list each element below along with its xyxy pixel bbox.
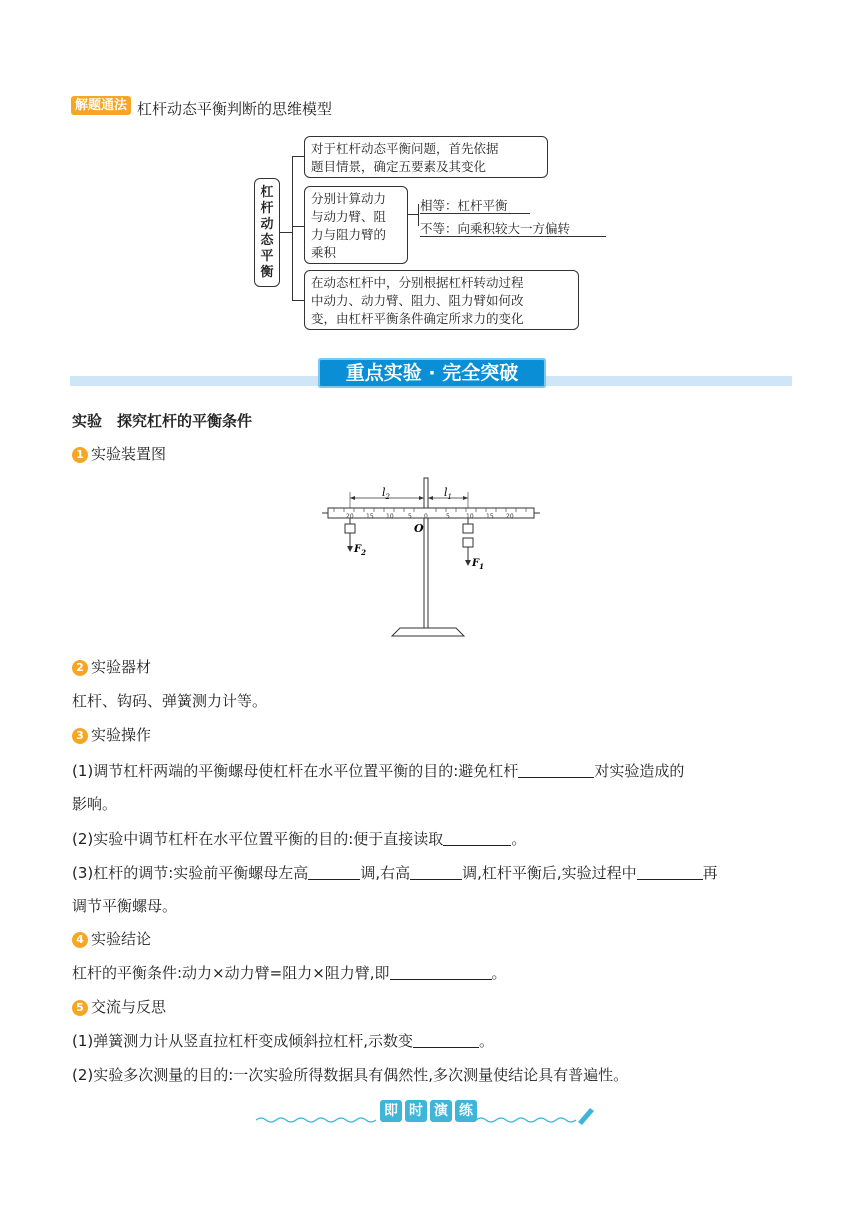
text: 对实验造成的 — [594, 762, 685, 780]
mindmap-box-2 — [304, 186, 408, 264]
section-3-p3-cont: 调节平衡螺母。 — [72, 897, 178, 915]
underline — [420, 213, 530, 214]
connector — [292, 156, 304, 157]
mindmap-root — [254, 178, 280, 287]
practice-char: 演 — [430, 1100, 452, 1122]
connector — [292, 300, 304, 301]
mindmap-text: 力与阻力臂的 — [311, 227, 387, 242]
mindmap-root-label: 杠杆动态平衡 — [260, 185, 274, 280]
section-title: 实验器材 — [91, 658, 152, 676]
practice-char: 练 — [455, 1100, 477, 1122]
section-5-heading — [72, 996, 166, 1017]
text: 。 — [511, 830, 527, 848]
section-3-p3 — [72, 862, 792, 883]
section-number: 5 — [72, 1000, 88, 1016]
text: 。 — [491, 964, 507, 982]
text: 调,右高 — [360, 864, 411, 882]
text: 杠杆的平衡条件:动力×动力臂=阻力×阻力臂,即 — [72, 964, 390, 982]
section-3-p1 — [72, 760, 792, 781]
right-weight — [463, 538, 473, 547]
label-F2: $F_2$ — [354, 544, 366, 557]
section-title: 实验结论 — [91, 930, 152, 948]
tick-label: 10 — [386, 513, 394, 520]
section-3-p2 — [72, 828, 792, 849]
answer-blank[interactable] — [637, 865, 703, 880]
section-number: 4 — [72, 932, 88, 948]
mindmap-text: 乘积 — [311, 245, 337, 260]
text: (3)杠杆的调节:实验前平衡螺母左高 — [72, 864, 309, 882]
mindmap-text: 分别计算动力 — [311, 191, 387, 206]
mindmap-box-1 — [304, 136, 548, 178]
answer-blank[interactable] — [518, 763, 594, 778]
text: (2)实验中调节杠杆在水平位置平衡的目的:便于直接读取 — [72, 830, 444, 848]
section-number: 3 — [72, 728, 88, 744]
label-F1: $F_1$ — [472, 558, 484, 571]
section-4-body — [72, 962, 792, 983]
method-title: 杠杆动态平衡判断的思维模型 — [137, 100, 333, 118]
section-5-p1 — [72, 1030, 792, 1051]
tick-label: 20 — [506, 513, 514, 520]
section-number: 1 — [72, 447, 88, 463]
section-number: 2 — [72, 660, 88, 676]
stand-base — [392, 628, 464, 636]
connector — [292, 226, 304, 227]
answer-blank[interactable] — [410, 865, 462, 880]
practice-char: 即 — [380, 1100, 402, 1122]
lever-bar — [328, 508, 534, 518]
tick-label: 0 — [424, 513, 428, 520]
lever-diagram — [320, 476, 540, 642]
connector — [292, 156, 293, 300]
section-title: 交流与反思 — [91, 998, 167, 1016]
section-2-heading — [72, 656, 151, 677]
mindmap-text: 题目情景，确定五要素及其变化 — [311, 159, 487, 174]
section-title: 实验操作 — [91, 726, 152, 744]
text: (1)弹簧测力计从竖直拉杠杆变成倾斜拉杠杆,示数变 — [72, 1032, 414, 1050]
text: 。 — [479, 1032, 495, 1050]
text: 调,杠杆平衡后,实验过程中 — [462, 864, 637, 882]
stand-pole — [424, 478, 428, 628]
mindmap-box-3 — [304, 270, 579, 330]
pencil-icon — [578, 1108, 594, 1125]
answer-blank[interactable] — [390, 965, 492, 980]
section-3-p1-cont: 影响。 — [72, 795, 118, 813]
text: 再 — [702, 864, 718, 882]
underline — [420, 236, 606, 237]
experiment-title: 实验 探究杠杆的平衡条件 — [72, 412, 253, 430]
tick-label: 15 — [366, 513, 374, 520]
connector — [280, 232, 292, 233]
tick-label: 20 — [346, 513, 354, 520]
mindmap-text: 中动力、动力臂、阻力、阻力臂如何改 — [311, 293, 524, 308]
section-2-body: 杠杆、钩码、弹簧测力计等。 — [72, 692, 268, 710]
section-4-heading — [72, 928, 151, 949]
practice-label — [380, 1100, 480, 1122]
answer-blank[interactable] — [413, 1033, 479, 1048]
tick-label: 5 — [446, 513, 450, 520]
section-banner: 重点实验 · 完全突破 — [318, 358, 546, 388]
section-5-p2: (2)实验多次测量的目的:一次实验所得数据具有偶然性,多次测量使结论具有普遍性。 — [72, 1066, 629, 1084]
label-O: O — [414, 522, 424, 535]
mindmap-text: 对于杠杆动态平衡问题，首先依据 — [311, 141, 499, 156]
text: (1)调节杠杆两端的平衡螺母使杠杆在水平位置平衡的目的:避免杠杆 — [72, 762, 519, 780]
tick-label: 5 — [408, 513, 412, 520]
tick-label: 15 — [486, 513, 494, 520]
mindmap-text: 在动态杠杆中，分别根据杠杆转动过程 — [311, 275, 524, 290]
tick-label: 10 — [466, 513, 474, 520]
mindmap-unequal: 不等：向乘积较大一方偏转 — [420, 221, 571, 236]
left-weight — [345, 524, 355, 533]
section-title: 实验装置图 — [91, 445, 167, 463]
connector — [408, 214, 418, 215]
method-tag: 解题通法 — [71, 96, 131, 115]
section-3-heading — [72, 724, 151, 745]
mindmap-text: 变，由杠杆平衡条件确定所求力的变化 — [311, 311, 524, 326]
label-l1: $l_1$ — [444, 486, 452, 501]
right-weight — [463, 524, 473, 533]
practice-char: 时 — [405, 1100, 427, 1122]
mindmap-text: 与动力臂、阻 — [311, 209, 387, 224]
mindmap-equal: 相等：杠杆平衡 — [420, 198, 508, 213]
answer-blank[interactable] — [308, 865, 360, 880]
label-l2: $l_2$ — [382, 486, 390, 501]
section-1-heading — [72, 443, 166, 464]
answer-blank[interactable] — [443, 831, 511, 846]
